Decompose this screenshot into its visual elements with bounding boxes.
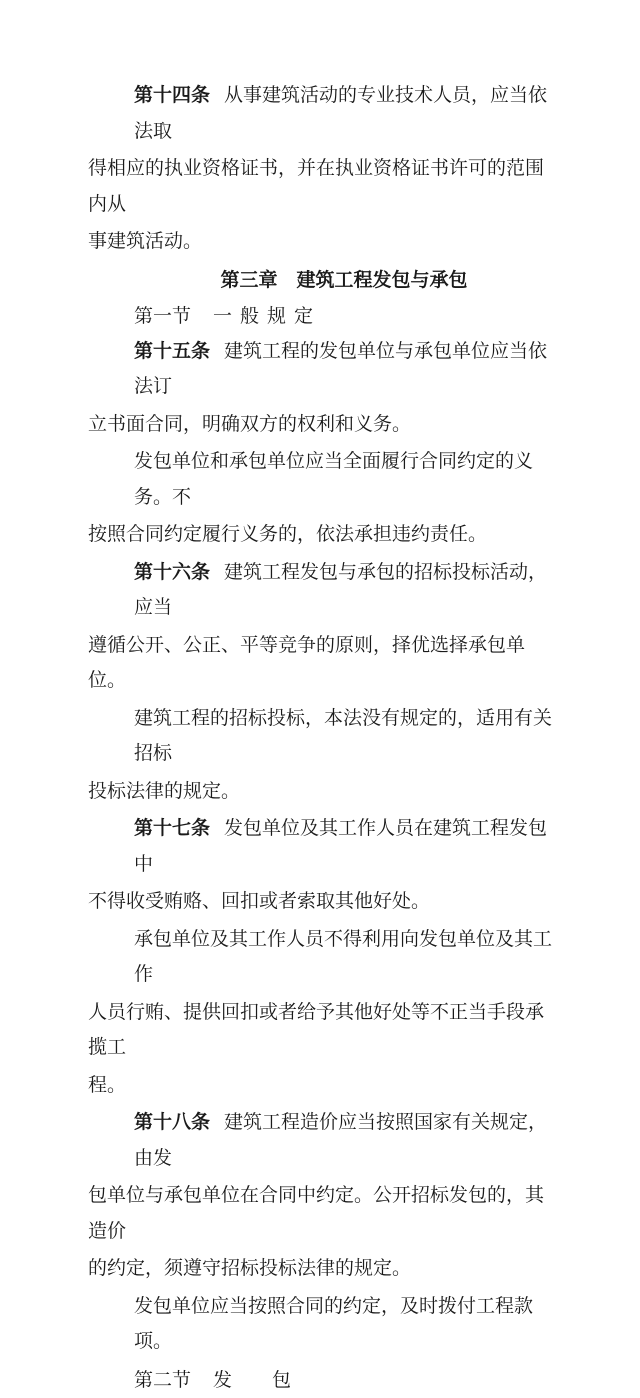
article-text: 包单位与承包单位在合同中约定。公开招标发包的，其造价 [88, 1184, 545, 1242]
article-text: 建筑工程发包与承包的招标投标活动，应当 [134, 560, 548, 618]
article-text: 承包单位及其工作人员不得利用向发包单位及其工作 [134, 927, 553, 985]
section-heading [134, 298, 554, 334]
article-text: 发包单位及其工作人员在建筑工程发包中 [134, 817, 548, 875]
chapter-heading: 第三章 建筑工程发包与承包 [220, 268, 468, 291]
article-text: 建筑工程的发包单位与承包单位应当依法订 [134, 339, 548, 397]
article-text: 立书面合同，明确双方的权利和义务。 [88, 412, 412, 435]
article-text: 人员行贿、提供回扣或者给予其他好处等不正当手段承揽工 [88, 1000, 545, 1058]
section-heading [134, 1362, 554, 1398]
article-text: 的约定，须遵守招标投标法律的规定。 [88, 1257, 412, 1279]
article-text: 事建筑活动。 [88, 230, 203, 252]
article-16 [88, 555, 554, 699]
article-text: 发包单位应当按照合同的约定，及时拨付工程款项。 [134, 1294, 534, 1352]
section-title: 一般规定 [213, 304, 322, 327]
article-text: 不得收受贿赂、回扣或者索取其他好处。 [88, 890, 431, 912]
paragraph [88, 1289, 554, 1360]
article-label: 第十六条 [134, 560, 211, 583]
article-text: 投标法律的规定。 [88, 779, 241, 802]
article-text: 得相应的执业资格证书，并在执业资格证书许可的范围内从 [88, 157, 545, 215]
article-17 [88, 811, 554, 920]
paragraph [88, 922, 554, 1104]
article-label: 第十五条 [134, 339, 211, 362]
article-18 [88, 1105, 554, 1287]
article-text: 按照合同约定履行义务的，依法承担违约责任。 [88, 523, 488, 545]
section-number: 第二节 [134, 1368, 192, 1391]
section-number: 第一节 [134, 304, 192, 327]
article-label: 第十八条 [134, 1111, 211, 1133]
article-text: 建筑工程的招标投标，本法没有规定的，适用有关招标 [134, 706, 553, 764]
article-label: 第十四条 [134, 84, 211, 106]
document-body [88, 78, 554, 1398]
article-label: 第十七条 [134, 817, 211, 839]
section-title: 发包 [213, 1368, 332, 1391]
article-14 [88, 78, 554, 260]
paragraph [88, 444, 554, 553]
paragraph [88, 701, 554, 810]
article-text: 发包单位和承包单位应当全面履行合同约定的义务。不 [134, 450, 534, 508]
article-text: 建筑工程造价应当按照国家有关规定，由发 [134, 1111, 548, 1169]
article-15 [88, 334, 554, 443]
article-text: 遵循公开、公正、平等竞争的原则，择优选择承包单位。 [88, 633, 526, 691]
article-text: 程。 [88, 1073, 127, 1096]
article-text: 从事建筑活动的专业技术人员，应当依法取 [134, 84, 548, 142]
